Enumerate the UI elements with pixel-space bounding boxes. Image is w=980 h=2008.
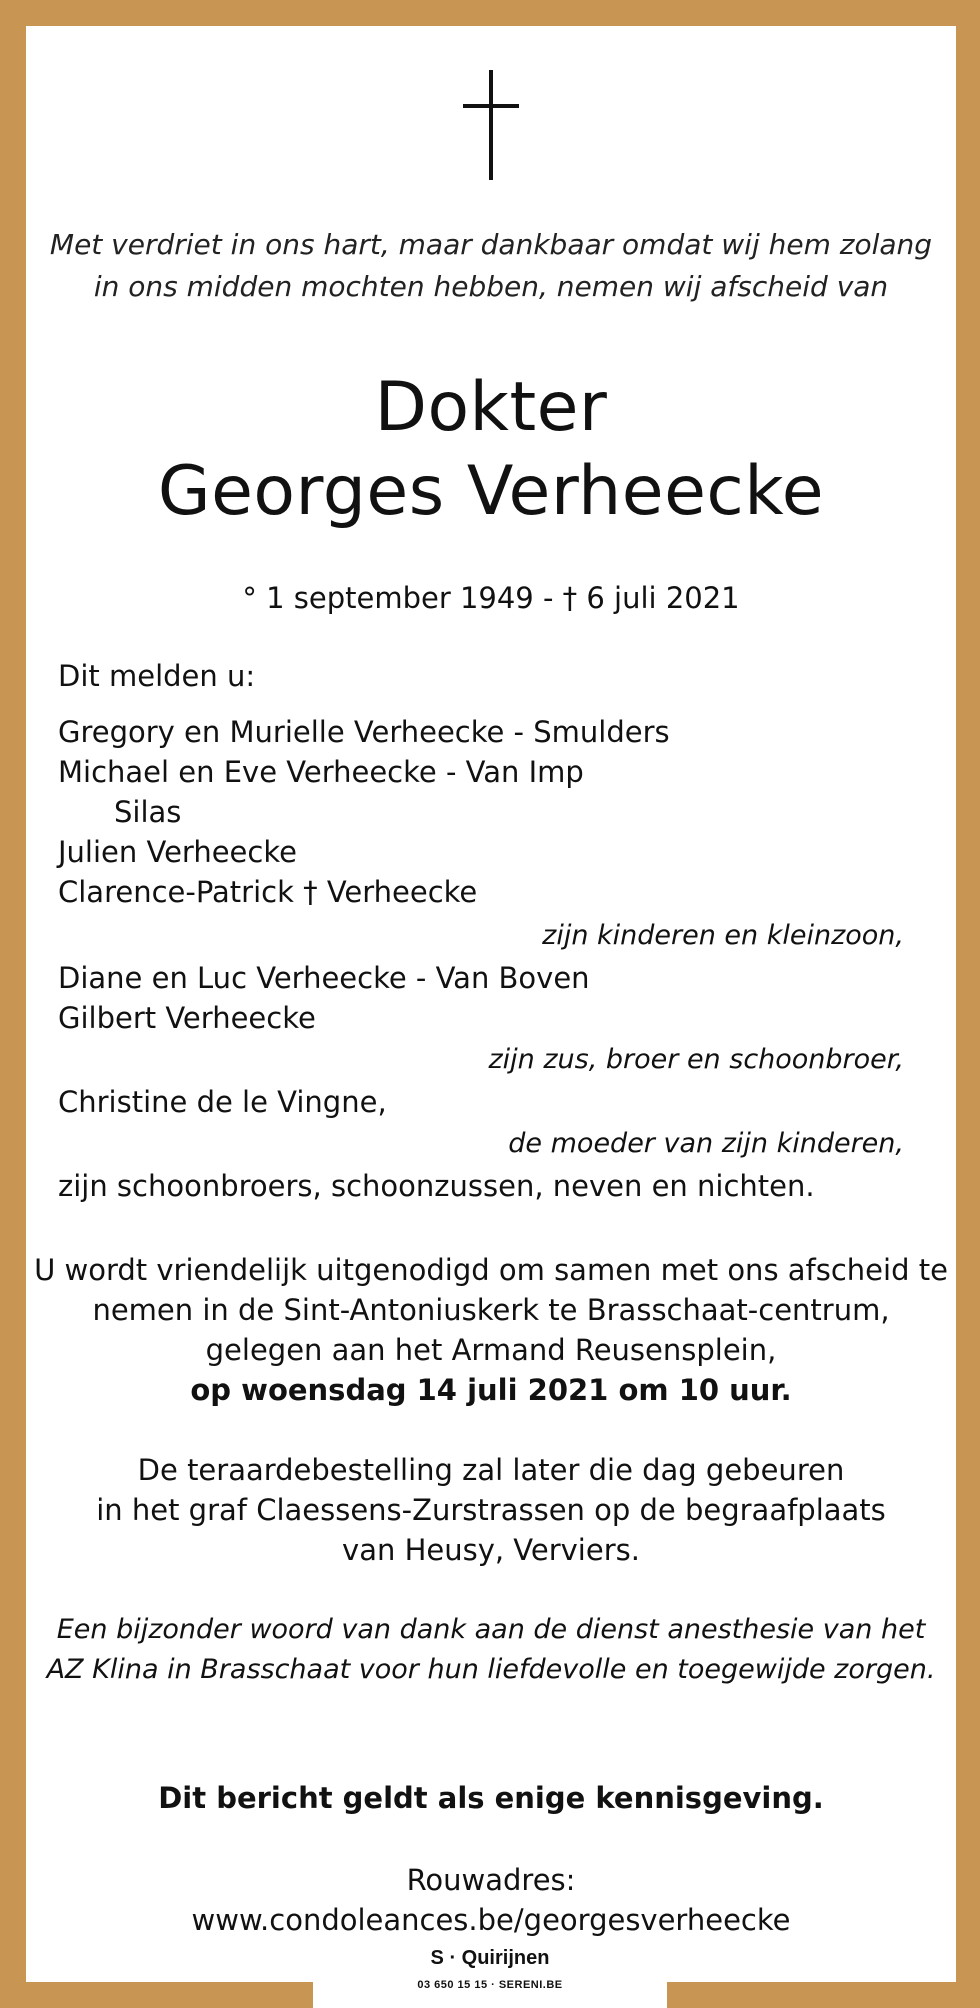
family-member: Julien Verheecke	[58, 835, 297, 869]
ceremony-datetime: op woensdag 14 juli 2021 om 10 uur.	[190, 1373, 792, 1407]
children-caption: zijn kinderen en kleinzoon,	[542, 920, 904, 951]
life-dates: ° 1 september 1949 - † 6 juli 2021	[242, 581, 740, 615]
address-block	[26, 1860, 956, 1940]
mother-line: Christine de le Vingne,	[58, 1085, 387, 1119]
ceremony-line: gelegen aan het Armand Reusensplein,	[205, 1333, 777, 1367]
children-list	[58, 712, 670, 912]
family-member: Silas	[114, 795, 182, 829]
family-heading: Dit melden u:	[58, 659, 256, 693]
ceremony-text	[26, 1250, 956, 1410]
burial-line: van Heusy, Verviers.	[342, 1533, 640, 1567]
siblings-list	[58, 958, 590, 1038]
ceremony-line: U wordt vriendelijk uitgenodigd om samen met ons afscheid te	[34, 1253, 948, 1287]
obituary-card	[26, 26, 956, 1982]
funeral-home-contact: 03 650 15 15 · SERENI.BE	[417, 1979, 563, 1991]
family-member: Gregory en Murielle Verheecke - Smulders	[58, 715, 670, 749]
others-line: zijn schoonbroers, schoonzussen, neven en nichten.	[58, 1169, 815, 1203]
mother-caption: de moeder van zijn kinderen,	[508, 1128, 904, 1159]
funeral-home-logo: S · Quirijnen	[430, 1947, 550, 1969]
condolence-link[interactable]: www.condoleances.be/georgesverheecke	[191, 1903, 791, 1937]
thanks-line: Een bijzonder woord van dank aan de dienst anesthesie van het	[56, 1614, 926, 1645]
notice-text: Dit bericht geldt als enige kennisgeving.	[158, 1781, 824, 1815]
thanks-line: AZ Klina in Brasschaat voor hun liefdevolle en toegewijde zorgen.	[46, 1654, 936, 1685]
burial-line: De teraardebestelling zal later die dag gebeuren	[137, 1453, 845, 1487]
thanks-text	[26, 1610, 956, 1690]
intro-line: Met verdriet in ons hart, maar dankbaar omdat wij hem zolang	[49, 228, 933, 261]
siblings-caption: zijn zus, broer en schoonbroer,	[488, 1044, 904, 1075]
deceased-title: Dokter	[374, 368, 608, 447]
deceased-name	[26, 366, 956, 534]
cross-icon	[461, 70, 521, 180]
family-member: Gilbert Verheecke	[58, 1001, 316, 1035]
intro-line: in ons midden mochten hebben, nemen wij afscheid van	[93, 270, 889, 303]
deceased-full-name: Georges Verheecke	[157, 452, 825, 531]
burial-text	[26, 1450, 956, 1570]
family-member: Diane en Luc Verheecke - Van Boven	[58, 961, 590, 995]
address-label: Rouwadres:	[406, 1863, 576, 1897]
family-member: Michael en Eve Verheecke - Van Imp	[58, 755, 584, 789]
intro-text	[26, 224, 956, 308]
ceremony-line: nemen in de Sint-Antoniuskerk te Brasschaat-centrum,	[92, 1293, 890, 1327]
burial-line: in het graf Claessens-Zurstrassen op de begraafplaats	[96, 1493, 886, 1527]
family-member: Clarence-Patrick † Verheecke	[58, 875, 478, 909]
